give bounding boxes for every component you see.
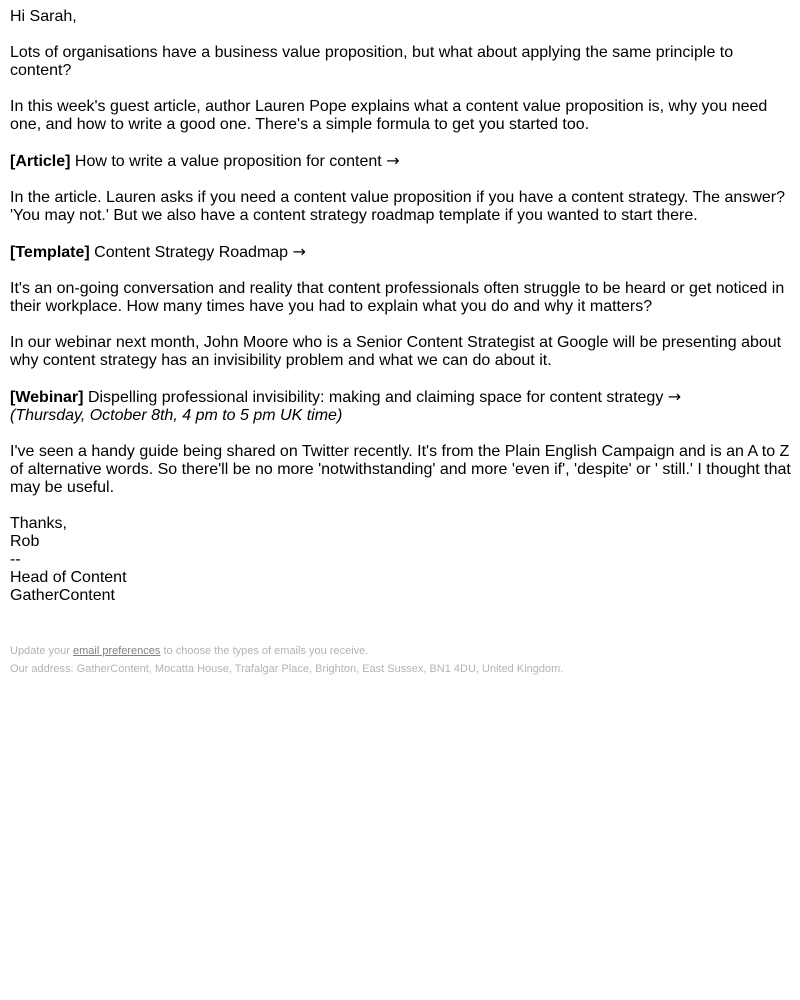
template-tag: [Template] bbox=[10, 244, 90, 261]
signature-separator: -- bbox=[10, 551, 21, 568]
email-footer bbox=[10, 642, 792, 678]
guide-paragraph: I've seen a handy guide being shared on Twitter recently. It's from the Plain English Campaign and is an A to Z of alternative words. So there'll be no more 'notwithstanding' and more 'even if', 'despite' or ' still.' I thought that may be useful. bbox=[10, 443, 791, 496]
article-link[interactable] bbox=[10, 152, 792, 171]
article-followup-paragraph: In the article. Lauren asks if you need a content value proposition if you have a content strategy. The answer? 'You may not.' But we also have a content strategy roadmap template if you wanted to start there. bbox=[10, 189, 785, 224]
preferences-prefix: Update your bbox=[10, 645, 73, 657]
webinar-intro-paragraph: In our webinar next month, John Moore who is a Senior Content Strategist at Google will be presenting about why content strategy has an invisibility problem and what we can do about it. bbox=[10, 334, 782, 369]
signature-company: GatherContent bbox=[10, 587, 115, 604]
intro-paragraph: Lots of organisations have a business value proposition, but what about applying the same principle to content? bbox=[10, 44, 734, 79]
signature bbox=[10, 515, 792, 605]
guest-article-paragraph: In this week's guest article, author Lauren Pope explains what a content value proposition is, why you need one, and how to write a good one. There's a simple formula to get you started too. bbox=[10, 98, 768, 133]
signature-role: Head of Content bbox=[10, 569, 127, 586]
greeting: Hi Sarah, bbox=[10, 8, 77, 25]
webinar-tag: [Webinar] bbox=[10, 389, 84, 406]
email-body bbox=[10, 8, 792, 605]
address-line: Our address: GatherContent, Mocatta House, Trafalgar Place, Brighton, East Sussex, BN1 4DU, United Kingdom. bbox=[10, 663, 564, 675]
template-link[interactable] bbox=[10, 243, 792, 262]
article-tag: [Article] bbox=[10, 153, 71, 170]
right-arrow-icon: → bbox=[667, 387, 682, 406]
signoff-name: Rob bbox=[10, 533, 40, 550]
webinar-link-text[interactable]: Dispelling professional invisibility: making and claiming space for content strategy bbox=[87, 389, 664, 406]
signoff-thanks: Thanks, bbox=[10, 515, 67, 532]
webinar-link[interactable] bbox=[10, 388, 792, 425]
right-arrow-icon: → bbox=[292, 242, 306, 261]
email-preferences-link[interactable]: email preferences bbox=[72, 645, 161, 657]
preferences-suffix: to choose the types of emails you receive. bbox=[160, 645, 369, 657]
template-link-text[interactable]: Content Strategy Roadmap bbox=[94, 244, 289, 261]
conversation-paragraph: It's an on-going conversation and reality that content professionals often struggle to be heard or get noticed in their workplace. How many times have you had to explain what you do and why it matters? bbox=[10, 280, 785, 315]
article-link-text[interactable]: How to write a value proposition for content bbox=[74, 153, 382, 170]
preferences-line bbox=[10, 642, 792, 660]
right-arrow-icon: → bbox=[386, 151, 400, 170]
webinar-time: (Thursday, October 8th, 4 pm to 5 pm UK time) bbox=[10, 407, 343, 424]
